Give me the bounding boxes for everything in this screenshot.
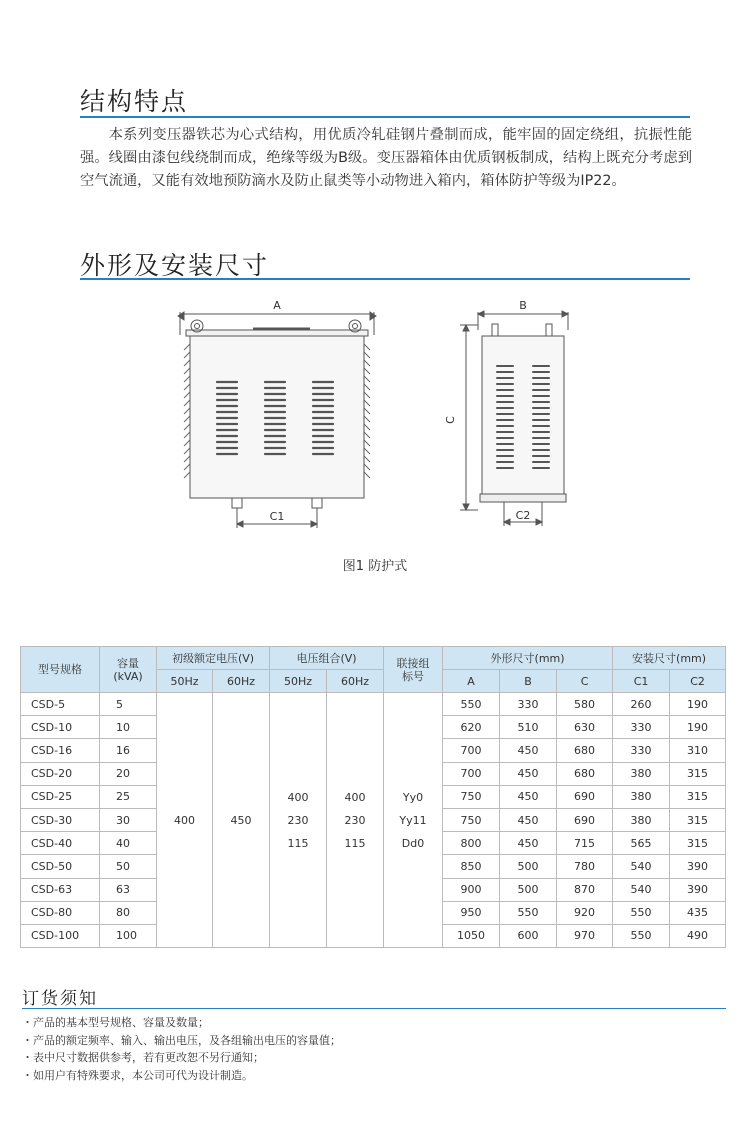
- cell-c2: 310: [670, 739, 726, 762]
- merged-value: 115: [344, 836, 366, 850]
- cell-a: 700: [443, 739, 500, 762]
- dim-c1-label: C1: [269, 510, 285, 523]
- header-model: 型号规格: [21, 647, 100, 693]
- cell-c1: 380: [613, 808, 670, 831]
- cell-c2: 390: [670, 855, 726, 878]
- cell-b: 450: [500, 832, 557, 855]
- cell-model: CSD-25: [21, 785, 100, 808]
- cell-a: 950: [443, 901, 500, 924]
- cell-b: 450: [500, 808, 557, 831]
- cell-b: 500: [500, 878, 557, 901]
- order-note: ・表中尺寸数据供参考，若有更改恕不另行通知；: [22, 1051, 264, 1064]
- cell-model: CSD-20: [21, 762, 100, 785]
- header-a: A: [443, 670, 500, 693]
- cell-capacity: 10: [100, 716, 157, 739]
- cell-model: CSD-40: [21, 832, 100, 855]
- cell-a: 850: [443, 855, 500, 878]
- cell-capacity: 16: [100, 739, 157, 762]
- cell-c2: 315: [670, 762, 726, 785]
- cell-model: CSD-80: [21, 901, 100, 924]
- cell-c: 920: [557, 901, 613, 924]
- cell-a: 1050: [443, 924, 500, 947]
- cell-primary-60hz: 450: [213, 693, 270, 948]
- cell-model: CSD-5: [21, 693, 100, 716]
- merged-value: 230: [287, 813, 309, 827]
- cell-a: 550: [443, 693, 500, 716]
- header-60hz: 60Hz: [213, 670, 270, 693]
- dim-a-label: A: [273, 299, 281, 312]
- cell-combo-60hz: [327, 693, 384, 948]
- cell-c1: 565: [613, 832, 670, 855]
- cell-c2: 315: [670, 785, 726, 808]
- cell-a: 700: [443, 762, 500, 785]
- cell-c: 630: [557, 716, 613, 739]
- merged-value: Dd0: [401, 836, 425, 850]
- cell-c: 690: [557, 785, 613, 808]
- order-notes: [22, 1014, 341, 1084]
- cell-c: 780: [557, 855, 613, 878]
- cell-c1: 330: [613, 716, 670, 739]
- cell-a: 800: [443, 832, 500, 855]
- cell-combo-50hz: [270, 693, 327, 948]
- cell-model: CSD-63: [21, 878, 100, 901]
- merged-value: 230: [344, 813, 366, 827]
- cell-b: 550: [500, 901, 557, 924]
- header-outline: 外形尺寸(mm): [443, 647, 613, 670]
- header-c: C: [557, 670, 613, 693]
- order-divider: [22, 1008, 726, 1009]
- cell-a: 620: [443, 716, 500, 739]
- header-c1: C1: [613, 670, 670, 693]
- cell-capacity: 25: [100, 785, 157, 808]
- cell-primary-50hz: 400: [157, 693, 213, 948]
- cell-model: CSD-50: [21, 855, 100, 878]
- section-divider: [80, 278, 690, 280]
- cell-c2: 490: [670, 924, 726, 947]
- cell-model: CSD-10: [21, 716, 100, 739]
- order-note: ・产品的基本型号规格、容量及数量；: [22, 1016, 209, 1029]
- order-title: 订货须知: [22, 989, 98, 1009]
- cell-b: 500: [500, 855, 557, 878]
- cell-c2: 315: [670, 832, 726, 855]
- cell-c: 680: [557, 762, 613, 785]
- header-50hz: 50Hz: [157, 670, 213, 693]
- section-title-structure: 结构特点: [80, 87, 189, 116]
- table-row: [21, 693, 726, 716]
- header-install: 安装尺寸(mm): [613, 647, 726, 670]
- header-capacity: 容量 (kVA): [100, 647, 157, 693]
- cell-a: 750: [443, 808, 500, 831]
- cell-b: 600: [500, 924, 557, 947]
- structure-paragraph: 本系列变压器铁芯为心式结构，用优质冷轧硅钢片叠制而成，能牢固的固定绕组，抗振性能强。线圈由漆包线绕制而成，绝缘等级为B级。变压器箱体由优质钢板制成，结构上既充分考虑到空气流通，又能有效地预防滴水及防止鼠类等小动物进入箱内，箱体防护等级为IP22。: [80, 127, 692, 189]
- cell-c2: 390: [670, 878, 726, 901]
- cell-capacity: 50: [100, 855, 157, 878]
- merged-value: 400: [344, 790, 366, 804]
- cell-capacity: 80: [100, 901, 157, 924]
- cell-b: 450: [500, 785, 557, 808]
- merged-value: 400: [287, 790, 309, 804]
- cell-b: 450: [500, 762, 557, 785]
- cell-model: CSD-16: [21, 739, 100, 762]
- cell-capacity: 30: [100, 808, 157, 831]
- cell-connection: [384, 693, 443, 948]
- cell-c1: 540: [613, 878, 670, 901]
- section-divider: [80, 116, 690, 118]
- cell-c1: 260: [613, 693, 670, 716]
- header-primary-voltage: 初级额定电压(V): [157, 647, 270, 670]
- dim-b-label: B: [519, 299, 527, 312]
- cell-b: 510: [500, 716, 557, 739]
- header-50hz: 50Hz: [270, 670, 327, 693]
- cell-c2: 315: [670, 808, 726, 831]
- cell-c1: 540: [613, 855, 670, 878]
- cell-capacity: 63: [100, 878, 157, 901]
- merged-value: Yy0: [402, 790, 424, 804]
- cell-b: 450: [500, 739, 557, 762]
- cell-c: 715: [557, 832, 613, 855]
- cell-c1: 380: [613, 762, 670, 785]
- cell-capacity: 40: [100, 832, 157, 855]
- cell-c: 680: [557, 739, 613, 762]
- transformer-outline-drawing: [0, 290, 750, 550]
- header-c2: C2: [670, 670, 726, 693]
- cell-b: 330: [500, 693, 557, 716]
- cell-capacity: 20: [100, 762, 157, 785]
- cell-c1: 550: [613, 924, 670, 947]
- cell-model: CSD-100: [21, 924, 100, 947]
- header-voltage-combo: 电压组合(V): [270, 647, 384, 670]
- cell-a: 900: [443, 878, 500, 901]
- cell-c1: 380: [613, 785, 670, 808]
- order-note: ・如用户有特殊要求，本公司可代为设计制造。: [22, 1068, 253, 1082]
- dim-c-label: C: [444, 416, 457, 424]
- header-b: B: [500, 670, 557, 693]
- merged-value: Yy11: [399, 813, 427, 827]
- cell-c1: 330: [613, 739, 670, 762]
- spec-table: [20, 646, 726, 948]
- figure-caption: 图1 防护式: [342, 559, 408, 574]
- dim-c2-label: C2: [515, 509, 531, 522]
- cell-c: 970: [557, 924, 613, 947]
- cell-c2: 190: [670, 716, 726, 739]
- header-connection: 联接组 标号: [384, 647, 443, 693]
- cell-model: CSD-30: [21, 808, 100, 831]
- cell-a: 750: [443, 785, 500, 808]
- section-title-dimensions: 外形及安装尺寸: [80, 251, 270, 280]
- cell-c: 870: [557, 878, 613, 901]
- cell-c2: 435: [670, 901, 726, 924]
- header-60hz: 60Hz: [327, 670, 384, 693]
- order-note: ・产品的额定频率、输入、输出电压，及各组输出电压的容量值；: [22, 1033, 341, 1047]
- cell-c2: 190: [670, 693, 726, 716]
- cell-c: 690: [557, 808, 613, 831]
- cell-c1: 550: [613, 901, 670, 924]
- cell-capacity: 5: [100, 693, 157, 716]
- cell-capacity: 100: [100, 924, 157, 947]
- merged-value: 115: [287, 836, 309, 850]
- cell-c: 580: [557, 693, 613, 716]
